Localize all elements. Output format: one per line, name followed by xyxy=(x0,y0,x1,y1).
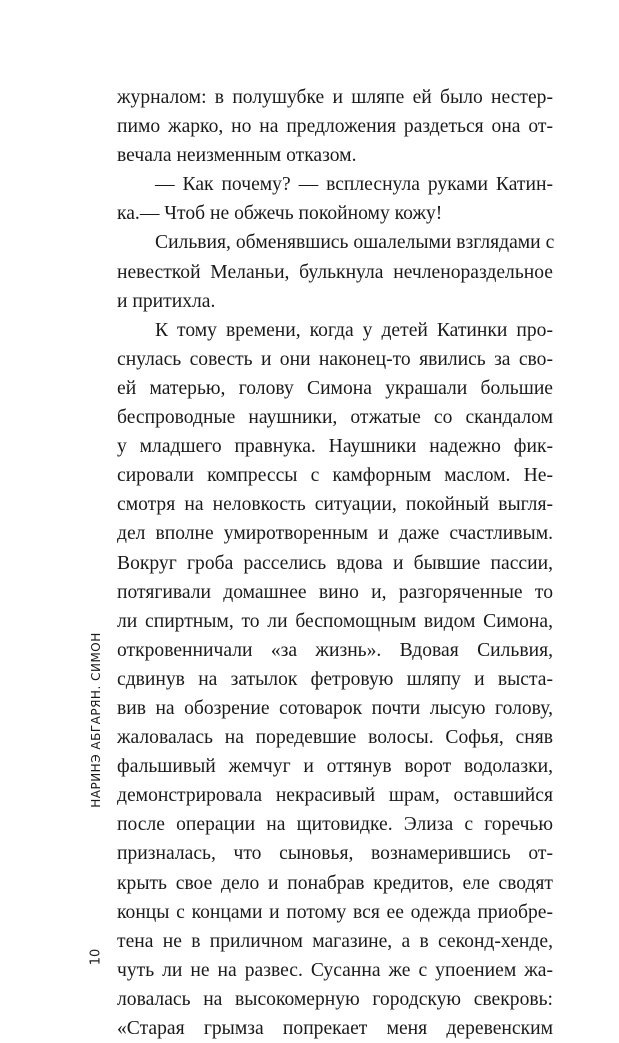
text-line: демонстрировала некрасивый шрам, оставшийся xyxy=(117,785,553,807)
text-line: чуть ли не на развес. Сусанна же с упоением жа- xyxy=(117,959,553,981)
text-line: призналась, что сыновья, вознамерившись от- xyxy=(117,843,553,865)
text-line: смотря на неловкость ситуации, покойный выгля- xyxy=(117,494,553,516)
text-line: ловалась на высокомерную городскую свекровь: xyxy=(117,988,553,1010)
text-line: вив на обозрение сотоварок почти лысую голову, xyxy=(117,697,553,719)
text-line: сдвинув на затылок фетровую шляпу и выста- xyxy=(117,668,553,690)
text-line: ли спиртным, то ли беспомощным видом Симона, xyxy=(117,610,553,632)
text-line: у младшего правнука. Наушники надежно фик- xyxy=(117,436,553,458)
text-line: концы с концами и потому вся ее одежда приобре- xyxy=(117,901,553,923)
running-head: НАРИНЭ АБГАРЯН. СИМОН xyxy=(89,632,103,808)
text-line: Сильвия, обменявшись ошалелыми взглядами с xyxy=(155,232,555,254)
text-line: и притихла. xyxy=(117,290,216,312)
page-number: 10 xyxy=(88,948,104,966)
text-line: невесткой Меланьи, булькнула нечленораздельное xyxy=(117,261,553,283)
text-line: откровенничали «за жизнь». Вдовая Сильвия, xyxy=(117,639,553,661)
text-line: журналом: в полушубке и шляпе ей было нестер- xyxy=(117,87,553,108)
text-line: пимо жарко, но на предложения раздеться она от- xyxy=(117,116,553,138)
text-line: фальшивый жемчуг и оттянув ворот водолазки, xyxy=(117,756,553,778)
text-line: вечала неизменным отказом. xyxy=(117,145,357,167)
text-line: тена не в приличном магазине, а в секонд-хенде, xyxy=(117,930,553,952)
text-line: Вокруг гроба расселись вдова и бывшие пассии, xyxy=(117,552,553,574)
text-line: ей матерью, голову Симона украшали большие xyxy=(117,377,553,399)
text-line: «Старая грымза попрекает меня деревенским xyxy=(117,1018,553,1039)
text-line: дел вполне умиротворенным и даже счастливым. xyxy=(117,523,553,545)
text-line: сировали компрессы с камфорным маслом. Не- xyxy=(117,465,553,487)
text-line: крыть свое дело и понабрав кредитов, еле сводят xyxy=(117,872,553,894)
text-line: после операции на щитовидке. Элиза с горечью xyxy=(117,814,553,836)
body-text xyxy=(117,83,553,1043)
text-line: — Как почему? — всплеснула руками Катин- xyxy=(155,174,553,196)
text-line: К тому времени, когда у детей Катинки про- xyxy=(155,319,553,341)
text-line: ка.— Чтоб не обжечь покойному кожу! xyxy=(117,203,443,225)
text-line: беспроводные наушники, отжатые со скандалом xyxy=(117,407,553,429)
text-line: потягивали домашнее вино и, разгоряченные то xyxy=(117,581,553,603)
text-line: снулась совесть и они наконец-то явились за сво- xyxy=(117,348,553,370)
text-line: жаловалась на поредевшие волосы. Софья, сняв xyxy=(117,727,553,749)
